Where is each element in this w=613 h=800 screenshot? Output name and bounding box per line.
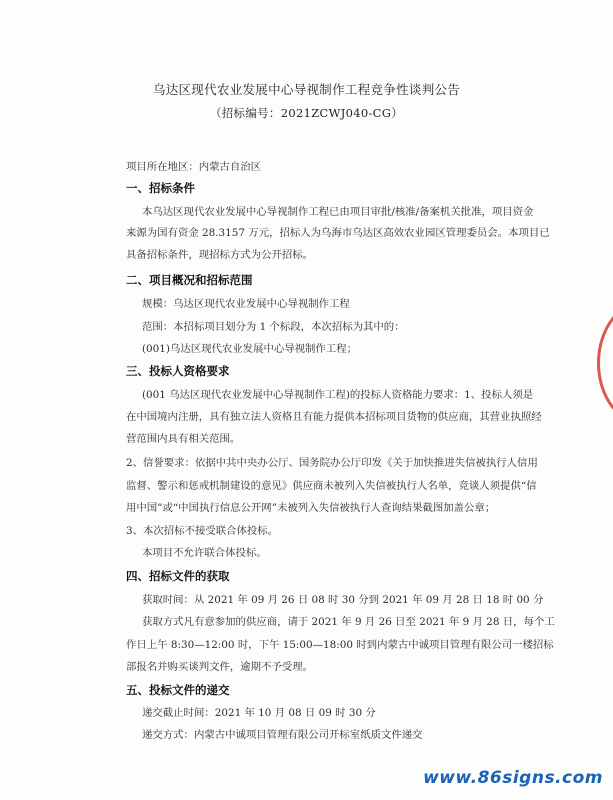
paragraph-line: 本项目不允许联合体投标。 bbox=[142, 547, 267, 559]
site-watermark: www.86signs.com bbox=[423, 768, 603, 788]
paragraph-line: 来源为国有资金 28.3157 万元，招标人为乌海市乌达区高效农业园区管理委员会。本项目已 bbox=[126, 227, 550, 239]
paragraph-line: 范围：本招标项目划分为 1 个标段，本次招标为其中的： bbox=[142, 321, 405, 333]
paragraph-line: 在中国境内注册，具有独立法人资格且有能力提供本招标项目货物的供应商，其营业执照经 bbox=[126, 411, 542, 423]
section-heading-5: 五、投标文件的递交 bbox=[126, 683, 230, 697]
paragraph-line: 获取时间：从 2021 年 09 月 26 日 08 时 30 分到 2021 年 09 月 28 日 18 时 00 分 bbox=[142, 594, 544, 606]
section-heading-3: 三、投标人资格要求 bbox=[126, 364, 230, 378]
paragraph-line: 3、本次招标不接受联合体投标。 bbox=[126, 525, 279, 537]
paragraph-line: 营范围内具有相关范围。 bbox=[126, 433, 241, 445]
paragraph-line: 具备招标条件，现招标方式为公开招标。 bbox=[126, 249, 314, 261]
paragraph-line: 2、信誉要求：依据中共中央办公厅、国务院办公厅印发《关于加快推进失信被执行人信用 bbox=[126, 457, 538, 469]
paragraph-line: (001)乌达区现代农业发展中心导视制作工程； bbox=[142, 343, 357, 355]
tender-number: （招标编号：2021ZCWJ040-CG） bbox=[209, 106, 404, 120]
paragraph-line: 递交截止时间：2021 年 10 月 08 日 09 时 30 分 bbox=[142, 707, 376, 719]
paragraph-line: 本乌达区现代农业发展中心导视制作工程已由项目审批/核准/备案机关批准，项目资金 bbox=[142, 206, 534, 218]
paragraph-line: 部报名并购买谈判文件，逾期不予受理。 bbox=[126, 661, 314, 673]
document-title: 乌达区现代农业发展中心导视制作工程竞争性谈判公告 bbox=[152, 82, 461, 97]
paragraph-line: 用中国”或“中国执行信息公开网”未被列入失信被执行人查询结果截图加盖公章； bbox=[126, 502, 496, 514]
paragraph-line: 规模：乌达区现代农业发展中心导视制作工程 bbox=[142, 298, 350, 310]
paragraph-line: 获取方式凡有意参加的供应商，请于 2021 年 9 月 26 日至 2021 年 9 月 28 日，每个工 bbox=[142, 616, 555, 628]
paragraph-line: 作日上午 8:30—12:00 时，下午 15:00—18:00 时到内蒙古中诚项目管理有限公司一楼招标 bbox=[126, 639, 554, 651]
paragraph-line: (001 乌达区现代农业发展中心导视制作工程)的投标人资格能力要求：1、投标人须是 bbox=[142, 389, 534, 401]
section-heading-1: 一、招标条件 bbox=[126, 181, 195, 195]
section-heading-2: 二、项目概况和招标范围 bbox=[126, 273, 253, 287]
section-heading-4: 四、招标文件的获取 bbox=[126, 569, 230, 583]
project-location: 项目所在地区：内蒙古自治区 bbox=[126, 161, 262, 173]
seal-stamp-icon bbox=[593, 300, 613, 420]
paragraph-line: 递交方式：内蒙古中诚项目管理有限公司开标室纸质文件递交 bbox=[142, 729, 423, 741]
paragraph-line: 监督、警示和惩戒机制建设的意见》供应商未被列入失信被执行人名单，竞谈人须提供“信 bbox=[126, 480, 537, 492]
